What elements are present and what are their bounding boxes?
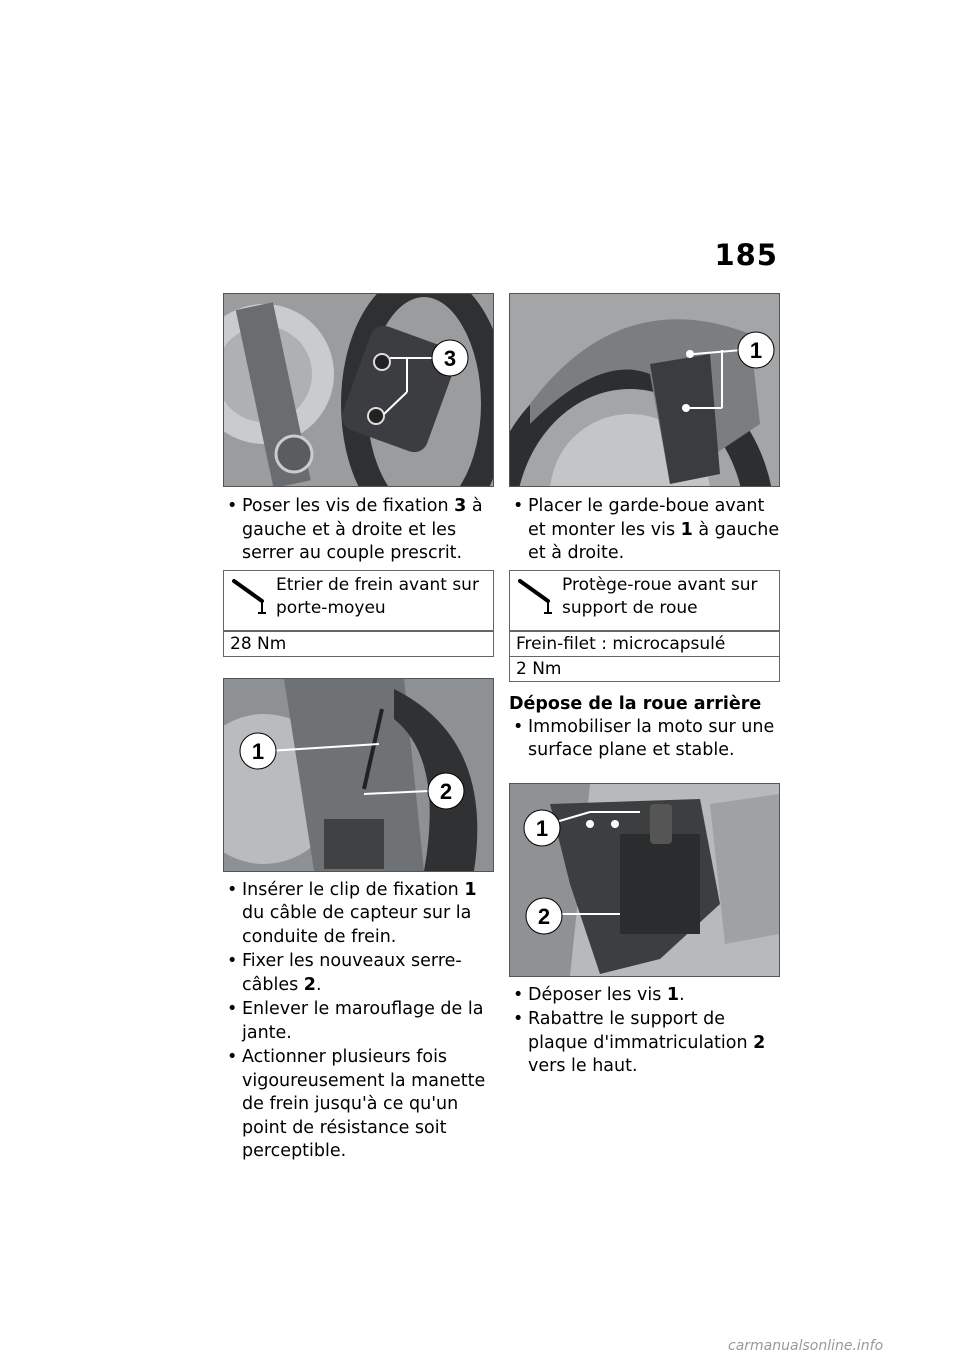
steps-list-2: [223, 879, 494, 1164]
steps-list-5: [509, 984, 780, 1079]
left-column: [223, 293, 494, 1165]
photo-callout-1: 1: [535, 815, 549, 841]
torque-spec-mudguard: [509, 570, 780, 682]
list-item: • Immobiliser la moto sur une surface plane et stable.: [509, 716, 780, 763]
right-column: [509, 293, 780, 1080]
torque-wrench-icon: [230, 575, 270, 617]
section-heading: Dépose de la roue arrière: [509, 693, 762, 714]
photo-brake-caliper: [223, 293, 494, 487]
page-number: 185: [714, 238, 778, 272]
torque-wrench-icon: [516, 575, 556, 617]
photo-callout-2: 2: [439, 778, 453, 804]
list-item: • Placer le garde-boue avant et monter les vis 1 à gauche et à droite.: [509, 495, 780, 566]
list-item: • Poser les vis de fixation 3 à gauche et à droite et les serrer au couple prescrit.: [223, 495, 494, 566]
photo-sensor-cable: [223, 678, 494, 872]
steps-list-1: [223, 495, 494, 566]
photo-front-mudguard: [509, 293, 780, 487]
photo-callout-3: 3: [443, 346, 457, 371]
steps-list-3: [509, 495, 780, 566]
spec-threadlock: Frein-filet : microcapsulé: [510, 631, 779, 656]
list-item: • Déposer les vis 1.: [509, 984, 780, 1008]
photo-license-plate-holder: [509, 783, 780, 977]
watermark-footer: carmanualsonline.info: [728, 1338, 884, 1354]
list-item: • Actionner plusieurs fois vigoureusement la manette de frein jusqu'à ce qu'un point de résistance soit perceptible.: [223, 1046, 494, 1164]
spec-value: 2 Nm: [510, 656, 779, 681]
torque-spec-caliper: [223, 570, 494, 657]
photo-callout-1: 1: [251, 738, 265, 764]
photo-callout-2: 2: [537, 903, 551, 929]
list-item: • Insérer le clip de fixation 1 du câble de capteur sur la conduite de frein.: [223, 879, 494, 950]
steps-list-4: [509, 716, 780, 763]
list-item: • Fixer les nouveaux serre-câbles 2.: [223, 950, 494, 997]
list-item: • Enlever le marouflage de la jante.: [223, 998, 494, 1045]
spec-title: Etrier de frein avant sur porte-moyeu: [276, 574, 479, 618]
spec-value: 28 Nm: [224, 631, 493, 656]
spec-title: Protège-roue avant sur support de roue: [562, 574, 758, 618]
list-item: • Rabattre le support de plaque d'immatriculation 2 vers le haut.: [509, 1008, 780, 1079]
photo-callout-1: 1: [749, 338, 763, 363]
